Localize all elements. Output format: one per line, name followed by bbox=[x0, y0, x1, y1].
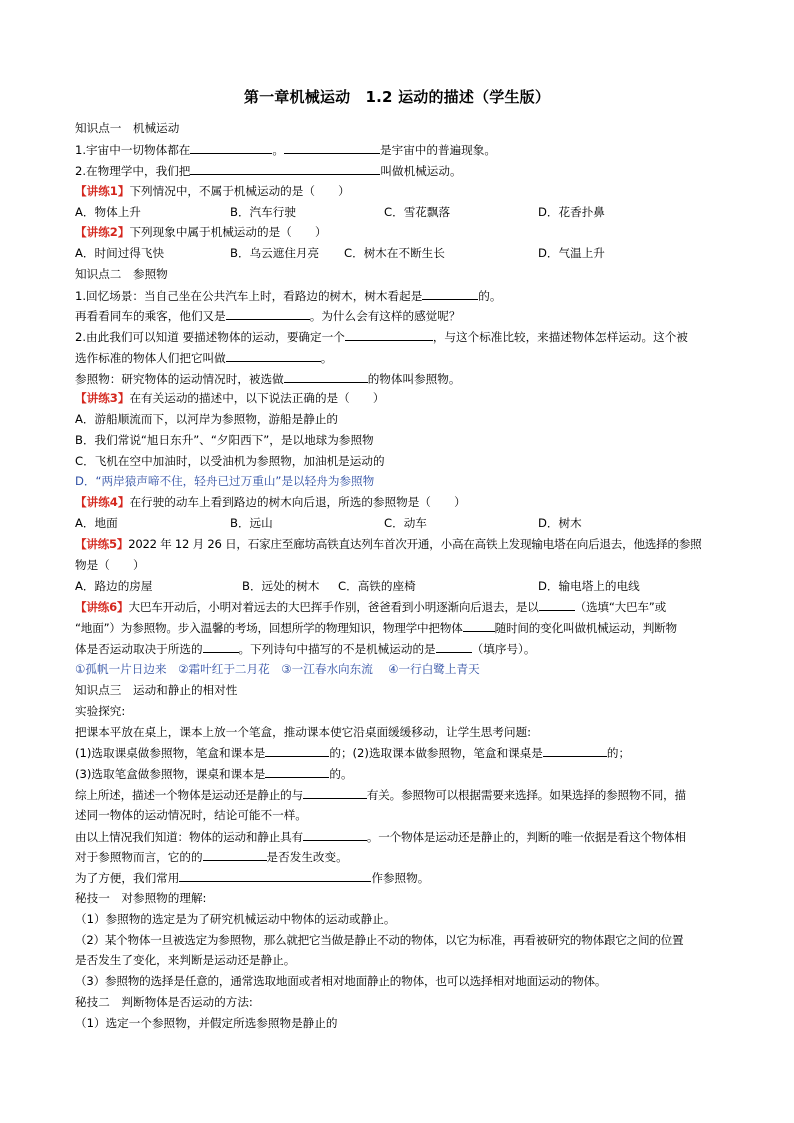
fill-blank[interactable] bbox=[463, 619, 495, 632]
text: 体是否运动取决于所选的 bbox=[75, 642, 203, 656]
text: 1.回忆场景：当自己坐在公共汽车上时，看路边的树木，树木看起是 bbox=[75, 289, 423, 303]
option: A．时间过得飞快 bbox=[75, 246, 165, 260]
fill-line bbox=[75, 162, 725, 179]
option: C．动车 bbox=[384, 516, 427, 530]
text: 2022 年 12 月 26 日，石家庄至廊坊高铁直达列车首次开通，小高在高铁上发现输电塔在向后退去，他选择的参照 bbox=[128, 537, 702, 551]
fill-line bbox=[75, 328, 725, 345]
option: D．“两岸猿声啼不住，轻舟已过万重山”是以轻舟为参照物 bbox=[75, 474, 375, 488]
fill-blank[interactable] bbox=[284, 141, 380, 154]
paragraph: 是否发生了变化，来判断是运动还是静止。 bbox=[75, 953, 296, 967]
fill-line bbox=[75, 370, 725, 387]
text: 随时间的变化叫做机械运动，判断物 bbox=[494, 621, 677, 635]
tip-2-heading: 秘技二 判断物体是否运动的方法: bbox=[75, 995, 253, 1009]
exercise-3-question bbox=[75, 390, 725, 406]
option: A．物体上升 bbox=[75, 205, 141, 219]
paragraph: （3）参照物的选择是任意的，通常选取地面或者相对地面静止的物体，也可以选择相对地面运动的物体。 bbox=[75, 974, 607, 988]
fill-blank[interactable] bbox=[265, 744, 329, 757]
text: (3)选取笔盒做参照物，课桌和课本是 bbox=[75, 767, 266, 781]
text: 参照物：研究物体的运动情况时，被选做 bbox=[75, 372, 284, 386]
text: 由以上情况我们知道：物体的运动和静止具有 bbox=[75, 830, 303, 844]
text: 的； bbox=[606, 746, 631, 760]
fill-line bbox=[75, 765, 725, 782]
text: 的物体叫参照物。 bbox=[367, 372, 461, 386]
poem-options: ①孤帆一片日边来 ②霜叶红于二月花 ③一江春水向东流 ④一行白鹭上青天 bbox=[75, 662, 480, 676]
text: 是宇宙中的普遍现象。 bbox=[380, 143, 496, 157]
text: 。 bbox=[320, 351, 333, 365]
paragraph: 述同一物体的运动情况时，结论可能不一样。 bbox=[75, 808, 307, 822]
text: 2.由此我们可以知道 要描述物体的运动，要确定一个 bbox=[75, 330, 345, 344]
fill-blank[interactable] bbox=[303, 828, 367, 841]
experiment-label: 实验探究: bbox=[75, 704, 126, 718]
text: 1.宇宙中一切物体都在 bbox=[75, 143, 191, 157]
option: B．汽车行驶 bbox=[230, 205, 296, 219]
option: B．远处的树木 bbox=[242, 579, 320, 593]
option: B．我们常说“旭日东升”、“夕阳西下”，是以地球为参照物 bbox=[75, 433, 374, 447]
paragraph: （1）选定一个参照物，并假定所选参照物是静止的 bbox=[75, 1016, 338, 1030]
fill-line bbox=[75, 744, 725, 761]
fill-blank[interactable] bbox=[543, 744, 607, 757]
exercise-tag: 【讲练5】 bbox=[75, 537, 129, 551]
text: 叫做机械运动。 bbox=[380, 164, 462, 178]
option: D．花香扑鼻 bbox=[538, 205, 605, 219]
fill-line bbox=[75, 307, 725, 324]
text: 选作标准的物体人们把它叫做 bbox=[75, 351, 226, 365]
text: （填序号）。 bbox=[471, 642, 536, 656]
paragraph: （2）某个物体一旦被选定为参照物，那么就把它当做是静止不动的物体，以它为标准，再看被研究的物体跟它之间的位置 bbox=[75, 933, 684, 947]
fill-blank[interactable] bbox=[190, 162, 380, 175]
tip-1-heading: 秘技一 对参照物的理解: bbox=[75, 891, 207, 905]
fill-line bbox=[75, 141, 725, 158]
question-continuation: 物是（ ） bbox=[75, 558, 145, 572]
text: 下列现象中属于机械运动的是（ ） bbox=[129, 225, 327, 239]
text: 的。 bbox=[478, 289, 502, 303]
option: C．高铁的座椅 bbox=[338, 579, 416, 593]
text: 。一个物体是运动还是静止的，判断的唯一依据是看这个物体相 bbox=[366, 830, 686, 844]
text: 2.在物理学中，我们把 bbox=[75, 164, 191, 178]
text: （选填“大巴车”或 bbox=[574, 600, 667, 614]
text: 大巴车开动后，小明对着远去的大巴挥手作别，爸爸看到小明逐渐向后退去，是以 bbox=[128, 600, 539, 614]
option: D．树木 bbox=[538, 516, 582, 530]
text: 的；(2)选取课本做参照物，笔盒和课桌是 bbox=[329, 746, 543, 760]
exercise-tag: 【讲练4】 bbox=[75, 495, 130, 509]
text: (1)选取课桌做参照物，笔盒和课本是 bbox=[75, 746, 266, 760]
fill-blank[interactable] bbox=[422, 287, 478, 300]
text: 在行驶的动车上看到路边的树木向后退，所选的参照物是（ ） bbox=[129, 495, 466, 509]
exercise-1-question bbox=[75, 183, 725, 199]
fill-line bbox=[75, 349, 725, 366]
text: 对于参照物而言，它的的 bbox=[75, 850, 203, 864]
fill-line bbox=[75, 828, 725, 845]
fill-blank[interactable] bbox=[303, 786, 367, 799]
fill-blank[interactable] bbox=[345, 328, 433, 341]
option: A．游船顺流而下，以河岸为参照物，游船是静止的 bbox=[75, 412, 338, 426]
exercise-tag: 【讲练2】 bbox=[75, 225, 130, 239]
exercise-tag: 【讲练3】 bbox=[75, 391, 130, 405]
fill-blank[interactable] bbox=[190, 141, 272, 154]
fill-blank[interactable] bbox=[179, 869, 371, 882]
text: 作参照物。 bbox=[371, 871, 430, 885]
section-heading-3: 知识点三 运动和静止的相对性 bbox=[75, 683, 238, 697]
exercise-6-question bbox=[75, 598, 725, 615]
fill-line bbox=[75, 848, 725, 865]
exercise-4-question bbox=[75, 494, 725, 510]
option: C．树木在不断生长 bbox=[344, 246, 445, 260]
option: C．飞机在空中加油时，以受油机为参照物，加油机是运动的 bbox=[75, 454, 385, 468]
text: 再看看同车的乘客，他们又是 bbox=[75, 309, 226, 323]
option: D．气温上升 bbox=[538, 246, 605, 260]
paragraph: （1）参照物的选定是为了研究机械运动中物体的运动或静止。 bbox=[75, 912, 396, 926]
fill-blank[interactable] bbox=[265, 765, 329, 778]
fill-blank[interactable] bbox=[203, 848, 267, 861]
exercise-tag: 【讲练6】 bbox=[75, 600, 129, 614]
option: A．地面 bbox=[75, 516, 118, 530]
text: 的。 bbox=[329, 767, 353, 781]
text: “地面”）为参照物。步入温馨的考场，回想所学的物理知识，物理学中把物体 bbox=[75, 621, 463, 635]
text: ，与这个标准比较，来描述物体怎样运动。这个被 bbox=[432, 330, 688, 344]
fill-blank[interactable] bbox=[226, 349, 321, 362]
option: B．乌云遮住月亮 bbox=[230, 246, 320, 260]
fill-line bbox=[75, 786, 725, 803]
exercise-2-question bbox=[75, 224, 725, 240]
fill-blank[interactable] bbox=[203, 640, 239, 653]
text: 为了方便，我们常用 bbox=[75, 871, 180, 885]
text: 在有关运动的描述中，以下说法正确的是（ ） bbox=[129, 391, 385, 405]
section-heading-2: 知识点二 参照物 bbox=[75, 267, 168, 281]
option: C．雪花飘落 bbox=[384, 205, 451, 219]
fill-line bbox=[75, 640, 725, 657]
fill-blank[interactable] bbox=[284, 370, 368, 383]
text: 。为什么会有这样的感觉呢？ bbox=[309, 309, 461, 323]
exercise-tag: 【讲练1】 bbox=[75, 184, 130, 198]
text: 是否发生改变。 bbox=[266, 850, 348, 864]
text: 。下列诗句中描写的不是机械运动的是 bbox=[238, 642, 436, 656]
fill-blank[interactable] bbox=[539, 598, 575, 611]
section-heading-1: 知识点一 机械运动 bbox=[75, 121, 180, 135]
paragraph: 把课本平放在桌上，课本上放一个笔盒，推动课本使它沿桌面缓缓移动，让学生思考问题: bbox=[75, 725, 532, 739]
fill-blank[interactable] bbox=[436, 640, 472, 653]
fill-blank[interactable] bbox=[226, 307, 310, 320]
text: 。 bbox=[272, 143, 285, 157]
option: B．远山 bbox=[230, 516, 273, 530]
fill-line bbox=[75, 869, 725, 886]
text: 有关。参照物可以根据需要来选择。如果选择的参照物不同，描 bbox=[366, 788, 686, 802]
option: A．路边的房屋 bbox=[75, 579, 153, 593]
text: 综上所述，描述一个物体是运动还是静止的与 bbox=[75, 788, 303, 802]
fill-line bbox=[75, 287, 725, 304]
option: D．输电塔上的电线 bbox=[538, 579, 640, 593]
fill-line bbox=[75, 619, 725, 636]
exercise-5-question bbox=[75, 536, 725, 552]
page-title: 第一章机械运动 1.2 运动的描述（学生版） bbox=[243, 88, 551, 106]
text: 下列情况中，不属于机械运动的是（ ） bbox=[129, 184, 350, 198]
